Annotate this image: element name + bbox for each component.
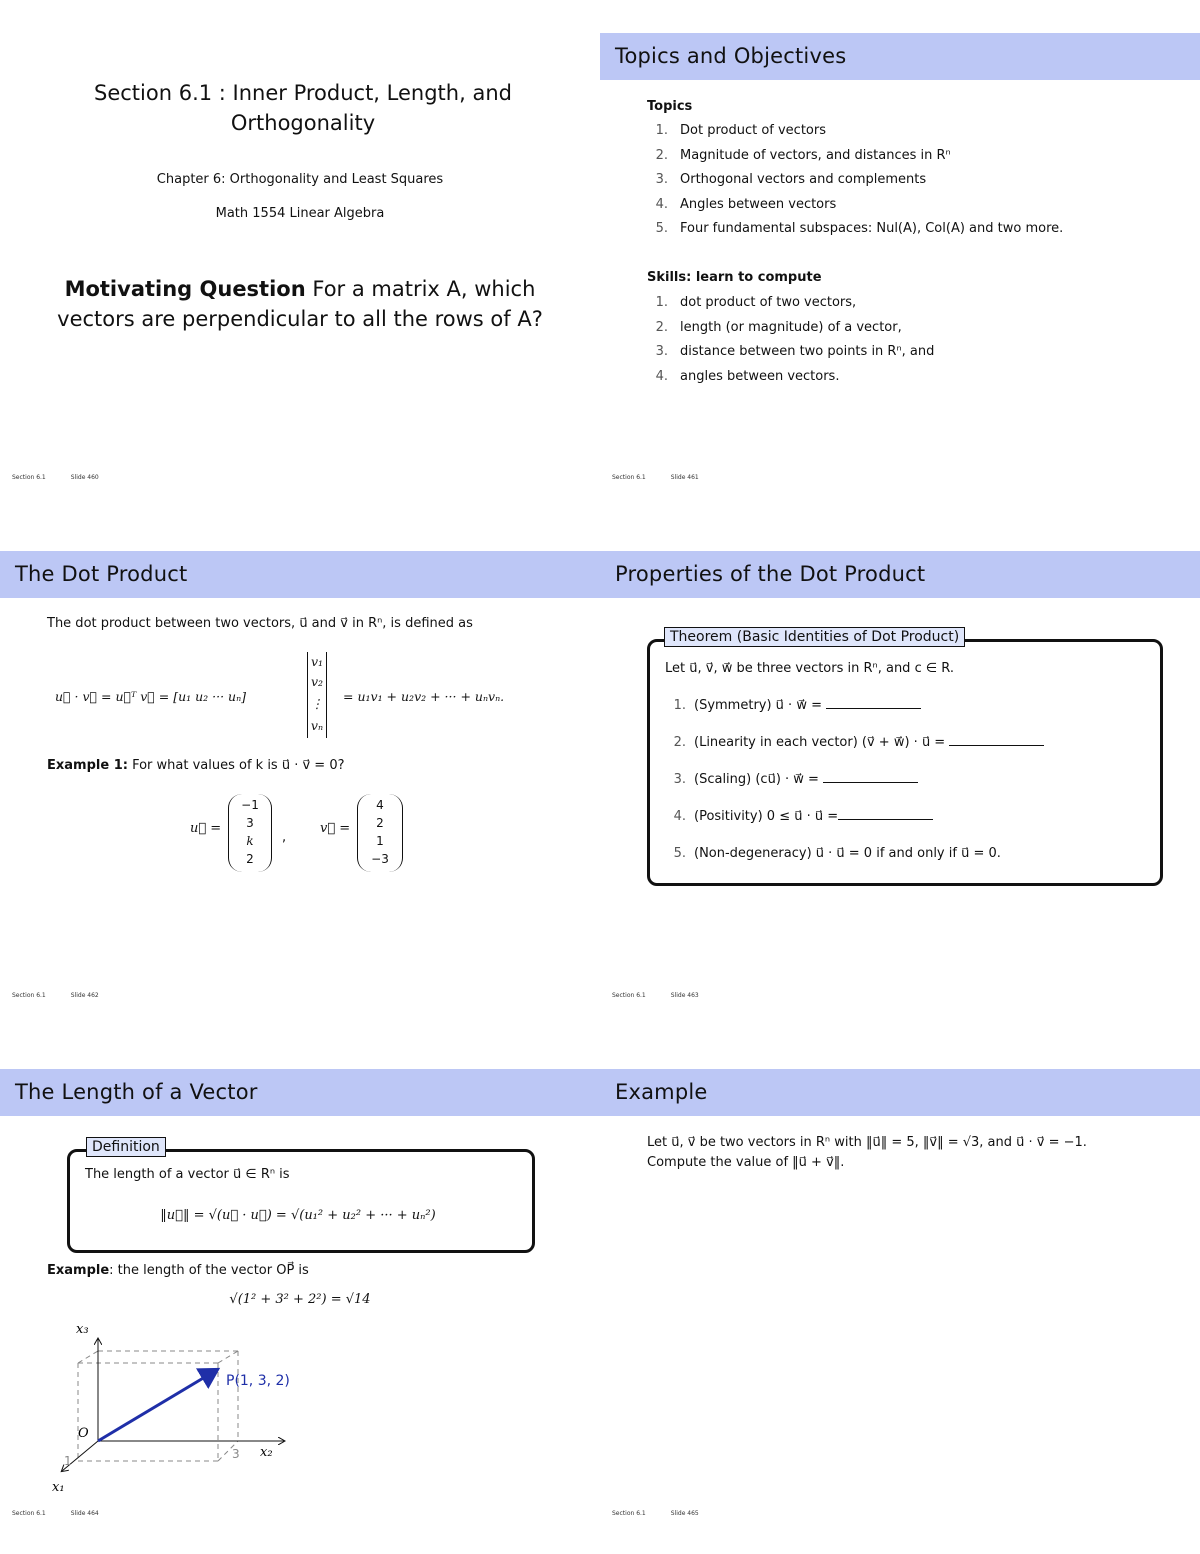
list-item: 3. (Scaling) (cu⃗) · w⃗ =	[666, 772, 1044, 809]
slide-header	[0, 1069, 600, 1116]
dot-product-intro: The dot product between two vectors, u⃗ and v⃗ in Rⁿ, is defined as	[47, 616, 473, 631]
footer-section: Section 6.1	[12, 1510, 46, 1517]
slide-460	[0, 0, 600, 518]
footer	[612, 474, 724, 481]
slide-463	[600, 518, 1200, 1036]
list-item: 2. Magnitude of vectors, and distances in Rⁿ	[655, 147, 951, 163]
vector-u: −1 3 k 2	[228, 794, 272, 872]
footer	[12, 474, 124, 481]
vector-op	[98, 1371, 215, 1441]
dot-product-formula	[55, 650, 595, 746]
chapter-title: Chapter 6: Orthogonality and Least Squares	[156, 172, 444, 187]
footer-section: Section 6.1	[12, 992, 46, 999]
footer-slide: Slide 463	[670, 992, 699, 999]
vector-v: 4 2 1 −3	[357, 794, 403, 872]
slide-title: Topics and Objectives	[615, 44, 847, 68]
vector-figure	[40, 1321, 360, 1521]
footer-slide: Slide 465	[670, 1510, 699, 1517]
slide-465	[600, 1036, 1200, 1554]
list-item: 1. (Symmetry) u⃗ · w⃗ =	[666, 698, 1044, 735]
list-item: 2. (Linearity in each vector) (v⃗ + w⃗) · u⃗ =	[666, 735, 1044, 772]
list-item: 2. length (or magnitude) of a vector,	[655, 319, 902, 335]
topics-label: Topics	[647, 99, 693, 114]
x2-label: x₂	[260, 1445, 273, 1460]
list-item: 5. (Non-degeneracy) u⃗ · u⃗ = 0 if and only if u⃗ = 0.	[673, 846, 1001, 861]
u-label: u⃗ =	[190, 821, 222, 836]
footer-section: Section 6.1	[612, 992, 646, 999]
definition-box	[67, 1149, 535, 1253]
slide-header	[600, 33, 1200, 80]
origin-label: O	[78, 1426, 89, 1441]
example-line1: Let u⃗, v⃗ be two vectors in Rⁿ with ‖u⃗‖ = 5, ‖v⃗‖ = √3, and u⃗ · v⃗ = −1.	[647, 1135, 1087, 1150]
theorem-intro: Let u⃗, v⃗, w⃗ be three vectors in Rⁿ, and c ∈ R.	[665, 661, 955, 676]
definition-label: Definition	[86, 1137, 166, 1157]
footer-slide: Slide 462	[70, 992, 99, 999]
mq-label: Motivating Question	[64, 277, 306, 301]
slide-title: Example	[615, 1080, 708, 1104]
skills-label: Skills: learn to compute	[647, 270, 822, 285]
formula-left: u⃗ · v⃗ = u⃗ᵀ v⃗ = [u₁ u₂ ··· uₙ]	[55, 689, 247, 704]
list-item: 1. Dot product of vectors	[655, 123, 826, 138]
x3-label: x₃	[76, 1322, 89, 1337]
example-1: Example 1: For what values of k is u⃗ · v⃗ = 0?	[47, 758, 345, 773]
list-item: 3. distance between two points in Rⁿ, and	[655, 344, 935, 360]
course-name: Math 1554 Linear Algebra	[215, 206, 385, 221]
slide-header	[600, 1069, 1200, 1116]
slide-title: Properties of the Dot Product	[615, 562, 926, 586]
formula-right: = u₁v₁ + u₂v₂ + ··· + uₙvₙ.	[343, 689, 505, 704]
slide-header	[600, 551, 1200, 598]
motivating-question	[0, 274, 600, 334]
theorem-items	[666, 698, 1044, 883]
v-label: v⃗ =	[320, 821, 351, 836]
footer-section: Section 6.1	[612, 1510, 646, 1517]
comma: ,	[282, 830, 287, 845]
list-item: 4. (Positivity) 0 ≤ u⃗ · u⃗ =	[666, 809, 1044, 846]
footer-section: Section 6.1	[12, 474, 46, 481]
length-example-formula: √(1² + 3² + 2²) = √14	[229, 1292, 371, 1307]
list-item: 5. Four fundamental subspaces: Nul(A), Col(A) and two more.	[655, 221, 1064, 237]
section-title-line1: Section 6.1 : Inner Product, Length, and	[94, 81, 512, 105]
footer-section: Section 6.1	[612, 474, 646, 481]
definition-formula: ‖u⃗‖ = √(u⃗ · u⃗) = √(u₁² + u₂² + ··· + uₙ²)	[160, 1208, 436, 1223]
footer	[612, 1510, 724, 1517]
footer-slide: Slide 464	[70, 1510, 99, 1517]
definition-text: The length of a vector u⃗ ∈ Rⁿ is	[85, 1167, 290, 1182]
footer-slide: Slide 460	[70, 474, 99, 481]
footer	[612, 992, 724, 999]
list-item: 3. Orthogonal vectors and complements	[655, 172, 927, 188]
length-example: Example: the length of the vector OP⃗ is	[47, 1263, 309, 1278]
footer-slide: Slide 461	[670, 474, 699, 481]
topics-list	[646, 119, 1063, 242]
column-vector-v: v₁ v₂ ⋮ vₙ	[307, 652, 327, 738]
slide-462	[0, 518, 600, 1036]
footer	[12, 992, 124, 999]
slide-title: The Dot Product	[15, 562, 188, 586]
slide-header	[0, 551, 600, 598]
x1-label: x₁	[52, 1480, 65, 1495]
example-line2: Compute the value of ‖u⃗ + v⃗‖.	[647, 1155, 845, 1170]
skills-list	[646, 291, 934, 389]
tick-3: 3	[232, 1447, 240, 1461]
mq-text1: For a matrix A, which	[305, 277, 536, 301]
list-item: 1. dot product of two vectors,	[655, 295, 857, 310]
point-label: P(1, 3, 2)	[226, 1373, 290, 1389]
list-item: 4. Angles between vectors	[655, 196, 837, 212]
theorem-label: Theorem (Basic Identities of Dot Product)	[664, 627, 965, 647]
tick-1: 1	[64, 1454, 72, 1468]
slide-title: The Length of a Vector	[15, 1080, 258, 1104]
mq-text2: vectors are perpendicular to all the rows of A?	[57, 307, 543, 331]
slide-461	[600, 0, 1200, 518]
list-item: 4. angles between vectors.	[655, 368, 840, 384]
slide-464	[0, 1036, 600, 1554]
section-title-line2: Orthogonality	[230, 111, 376, 135]
footer	[12, 1510, 124, 1517]
